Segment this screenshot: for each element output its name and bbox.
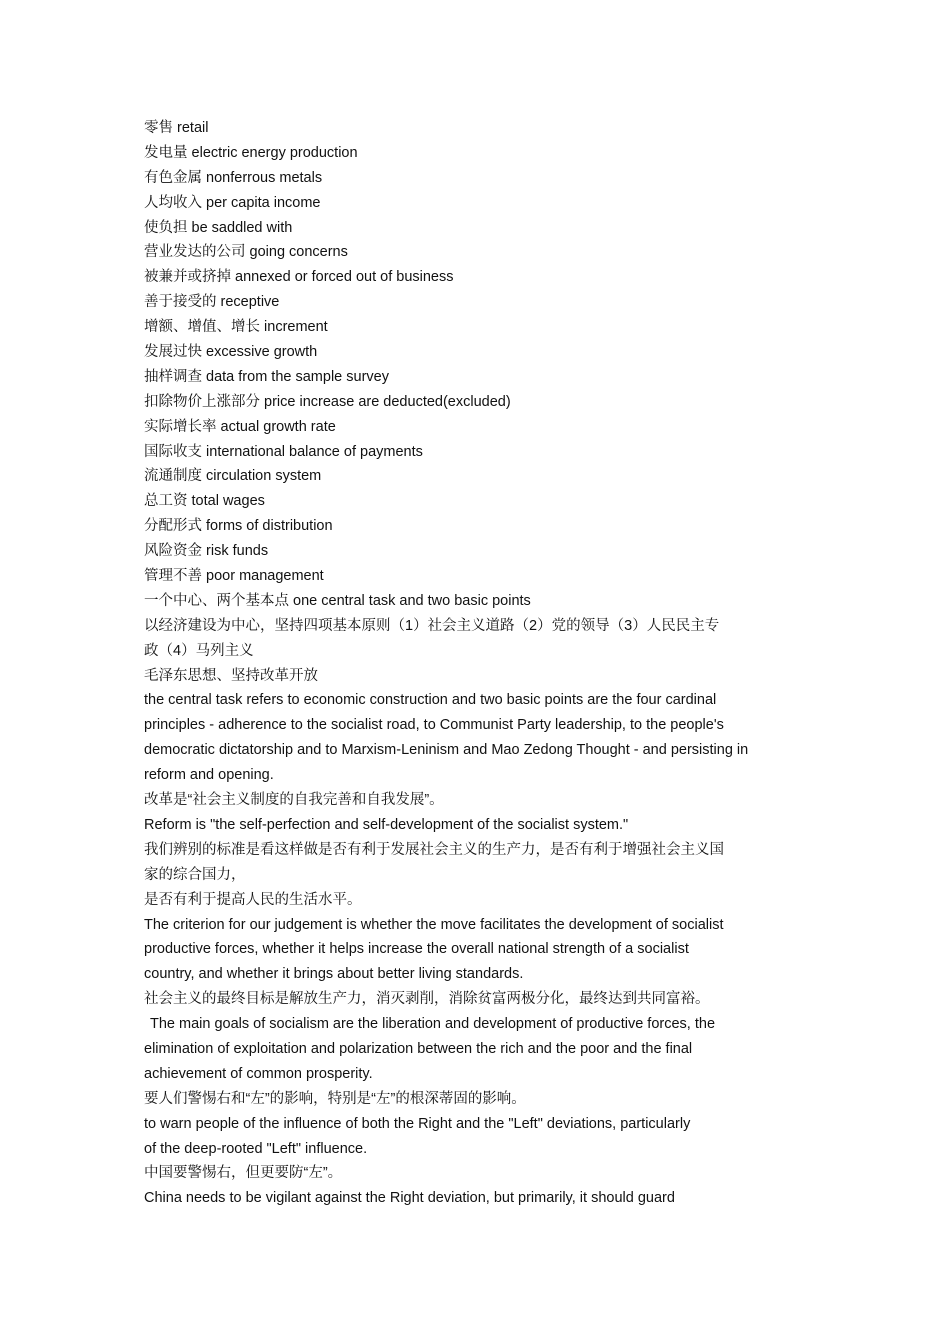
glossary-term: 一个中心、两个基本点 one central task and two basic points (144, 592, 531, 609)
glossary-term: 国际收支 international balance of payments (144, 443, 423, 460)
glossary-term: 流通制度 circulation system (144, 468, 322, 485)
glossary-term: 实际增长率 actual growth rate (144, 418, 336, 435)
glossary-term: 发电量 electric energy production (144, 144, 358, 161)
glossary-term: 管理不善 poor management (144, 568, 324, 585)
english-passage-line: reform and opening. (144, 767, 274, 784)
english-passage-line: achievement of common prosperity. (144, 1065, 373, 1082)
english-passage-line: of the deep-rooted "Left" influence. (144, 1140, 368, 1157)
glossary-term: 总工资 total wages (144, 493, 265, 510)
english-passage-line: Reform is "the self-perfection and self-development of the socialist system." (144, 816, 629, 833)
english-passage-line: principles - adherence to the socialist road, to Communist Party leadership, to the people's (144, 717, 724, 734)
chinese-passage-line: 我们辨别的标准是看这样做是否有利于发展社会主义的生产力，是否有利于增强社会主义国 (144, 841, 724, 858)
glossary-term: 增额、增值、增长 increment (144, 319, 328, 336)
chinese-passage-line: 家的综合国力， (144, 866, 246, 883)
glossary-term: 抽样调查 data from the sample survey (144, 368, 389, 385)
glossary-term: 发展过快 excessive growth (144, 344, 318, 361)
chinese-passage-line: 毛泽东思想、坚持改革开放 (144, 667, 318, 684)
english-passage-line: productive forces, whether it helps increase the overall national strength of a socialist (144, 941, 689, 958)
glossary-term: 有色金属 nonferrous metals (144, 169, 323, 186)
chinese-passage-line: 以经济建设为中心，坚持四项基本原则（1）社会主义道路（2）党的领导（3）人民民主专 (144, 617, 720, 634)
english-passage-line: country, and whether it brings about better living standards. (144, 966, 524, 983)
english-passage-line: China needs to be vigilant against the Right deviation, but primarily, it should guard (144, 1190, 675, 1207)
glossary-term: 分配形式 forms of distribution (144, 518, 333, 535)
glossary-term: 善于接受的 receptive (144, 294, 280, 311)
english-passage-line: elimination of exploitation and polarization between the rich and the poor and the final (144, 1040, 693, 1057)
chinese-passage-line: 中国要警惕右，但更要防“左”。 (144, 1165, 343, 1182)
document-body (144, 116, 816, 1211)
glossary-term: 风险资金 risk funds (144, 543, 269, 560)
english-passage-line: The criterion for our judgement is whether the move facilitates the development of socialist (144, 916, 724, 933)
english-passage-line: democratic dictatorship and to Marxism-Leninism and Mao Zedong Thought - and persisting in (144, 742, 749, 759)
chinese-passage-line: 社会主义的最终目标是解放生产力，消灭剥削，消除贫富两极分化，最终达到共同富裕。 (144, 991, 710, 1008)
glossary-term: 被兼并或挤掉 annexed or forced out of business (144, 269, 454, 286)
chinese-passage-line: 是否有利于提高人民的生活水平。 (144, 891, 362, 908)
chinese-passage-line: 要人们警惕右和“左”的影响，特别是“左”的根深蒂固的影响。 (144, 1090, 526, 1107)
chinese-passage-line: 政（4）马列主义 (144, 642, 254, 659)
glossary-term: 扣除物价上涨部分 price increase are deducted(excluded) (144, 393, 511, 410)
chinese-passage-line: 改革是“社会主义制度的自我完善和自我发展”。 (144, 792, 444, 809)
glossary-term: 人均收入 per capita income (144, 194, 321, 211)
glossary-term: 零售 retail (144, 120, 209, 136)
english-passage-line: The main goals of socialism are the liberation and development of productive forces, the (150, 1016, 716, 1033)
english-passage-line: the central task refers to economic construction and two basic points are the four cardinal (144, 692, 717, 709)
english-passage-line: to warn people of the influence of both the Right and the "Left" deviations, particularly (144, 1115, 691, 1132)
glossary-term: 使负担 be saddled with (144, 219, 293, 236)
glossary-term: 营业发达的公司 going concerns (144, 244, 348, 261)
